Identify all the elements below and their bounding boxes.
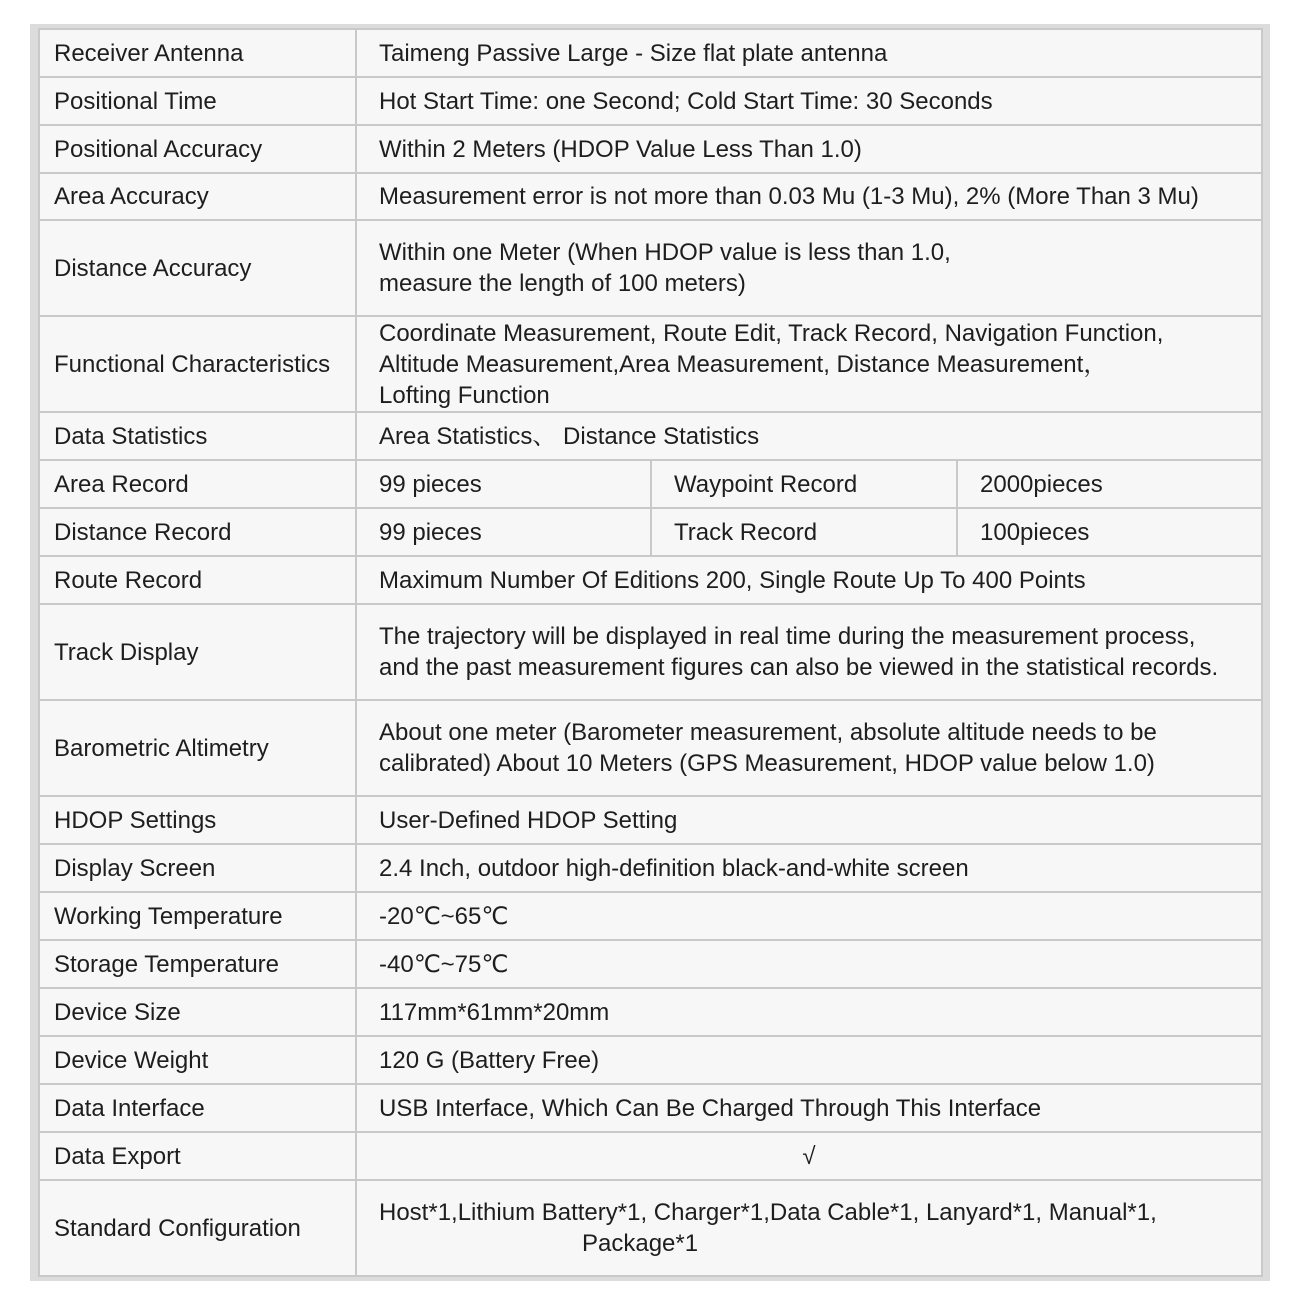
row-label: Data Interface	[39, 1084, 356, 1132]
row-label-secondary: Waypoint Record	[651, 460, 957, 508]
table-row	[39, 460, 1262, 508]
table-row	[39, 1036, 1262, 1084]
table-row	[39, 796, 1262, 844]
row-label: Area Accuracy	[39, 173, 356, 220]
table-row	[39, 988, 1262, 1036]
row-label: Device Weight	[39, 1036, 356, 1084]
row-value: 99 pieces	[356, 508, 651, 556]
table-row	[39, 125, 1262, 173]
table-row	[39, 220, 1262, 316]
row-label: Storage Temperature	[39, 940, 356, 988]
row-label: Distance Record	[39, 508, 356, 556]
table-row	[39, 604, 1262, 700]
row-value: 99 pieces	[356, 460, 651, 508]
row-value: USB Interface, Which Can Be Charged Through This Interface	[356, 1084, 1262, 1132]
row-value	[356, 604, 1262, 700]
row-value-line: Host*1,Lithium Battery*1, Charger*1,Data Cable*1, Lanyard*1, Manual*1,	[379, 1199, 1157, 1226]
table-row	[39, 173, 1262, 220]
row-label: Functional Characteristics	[39, 316, 356, 412]
row-label-secondary: Track Record	[651, 508, 957, 556]
table-row	[39, 1084, 1262, 1132]
row-label: Data Statistics	[39, 412, 356, 460]
row-label: Track Display	[39, 604, 356, 700]
row-value-line: Within one Meter (When HDOP value is less than 1.0,	[379, 239, 951, 266]
table-row	[39, 1180, 1262, 1276]
table-row	[39, 556, 1262, 604]
row-value: User-Defined HDOP Setting	[356, 796, 1262, 844]
row-label: Data Export	[39, 1132, 356, 1180]
row-value-line: Coordinate Measurement, Route Edit, Track Record, Navigation Function,	[379, 319, 1164, 347]
table-row	[39, 892, 1262, 940]
row-value: √	[356, 1132, 1262, 1180]
row-value: Maximum Number Of Editions 200, Single Route Up To 400 Points	[356, 556, 1262, 604]
row-value: 117mm*61mm*20mm	[356, 988, 1262, 1036]
row-value	[356, 1180, 1262, 1276]
row-value: 120 G (Battery Free)	[356, 1036, 1262, 1084]
table-row	[39, 940, 1262, 988]
table-row	[39, 29, 1262, 77]
row-value: -40℃~75℃	[356, 940, 1262, 988]
table-row	[39, 700, 1262, 796]
row-value-line: calibrated) About 10 Meters (GPS Measurement, HDOP value below 1.0)	[379, 750, 1155, 777]
row-label: Receiver Antenna	[39, 29, 356, 77]
row-value: Hot Start Time: one Second; Cold Start Time: 30 Seconds	[356, 77, 1262, 125]
row-value	[356, 700, 1262, 796]
spec-table	[38, 28, 1263, 1277]
row-value	[356, 220, 1262, 316]
row-value-secondary: 100pieces	[957, 508, 1262, 556]
row-label: Working Temperature	[39, 892, 356, 940]
table-row	[39, 77, 1262, 125]
row-label: Area Record	[39, 460, 356, 508]
row-value: Area Statistics、 Distance Statistics	[356, 412, 1262, 460]
row-value-line: The trajectory will be displayed in real time during the measurement process,	[379, 623, 1196, 650]
row-value: Taimeng Passive Large - Size flat plate antenna	[356, 29, 1262, 77]
table-row	[39, 316, 1262, 412]
row-value-secondary: 2000pieces	[957, 460, 1262, 508]
row-value: Within 2 Meters (HDOP Value Less Than 1.0)	[356, 125, 1262, 173]
row-label: Distance Accuracy	[39, 220, 356, 316]
table-row	[39, 412, 1262, 460]
row-label: Standard Configuration	[39, 1180, 356, 1276]
table-row	[39, 844, 1262, 892]
row-value: 2.4 Inch, outdoor high-definition black-and-white screen	[356, 844, 1262, 892]
row-label: Device Size	[39, 988, 356, 1036]
row-value-line: Package*1	[582, 1230, 699, 1257]
row-label: Barometric Altimetry	[39, 700, 356, 796]
row-label: Route Record	[39, 556, 356, 604]
row-label: Positional Time	[39, 77, 356, 125]
table-row	[39, 1132, 1262, 1180]
row-value	[356, 316, 1262, 412]
row-value-line: measure the length of 100 meters)	[379, 270, 746, 297]
row-value-line: Lofting Function	[379, 381, 550, 409]
row-label: Positional Accuracy	[39, 125, 356, 173]
row-value-line: About one meter (Barometer measurement, absolute altitude needs to be	[379, 719, 1157, 746]
table-row	[39, 508, 1262, 556]
row-label: Display Screen	[39, 844, 356, 892]
row-label: HDOP Settings	[39, 796, 356, 844]
row-value: Measurement error is not more than 0.03 Mu (1-3 Mu), 2% (More Than 3 Mu)	[356, 173, 1262, 220]
row-value-line: Altitude Measurement,Area Measurement, Distance Measurement，	[379, 350, 1108, 378]
row-value: -20℃~65℃	[356, 892, 1262, 940]
row-value-line: and the past measurement figures can also be viewed in the statistical records.	[379, 654, 1219, 681]
